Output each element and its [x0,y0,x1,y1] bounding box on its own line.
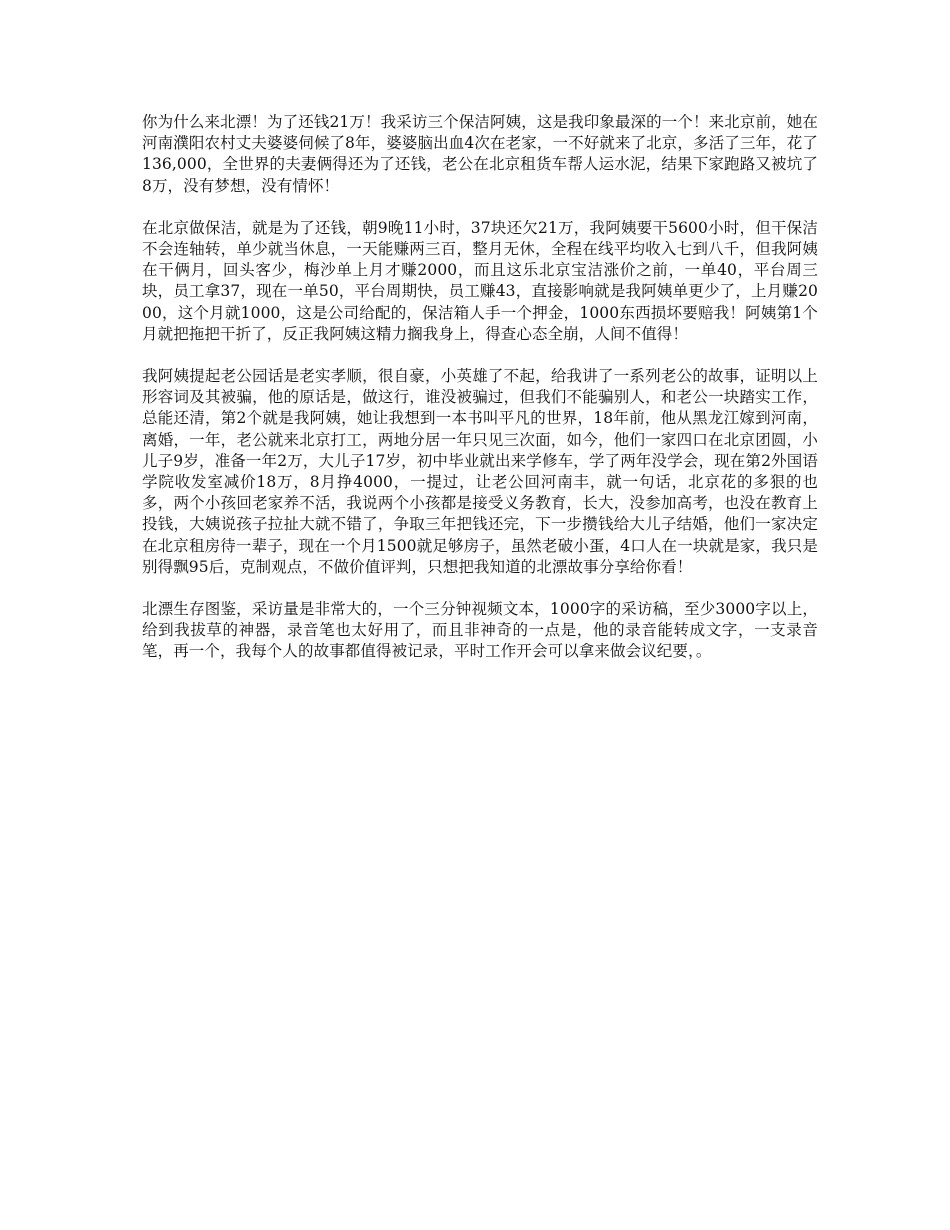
paragraph-1: 你为什么来北漂！为了还钱21万！我采访三个保洁阿姨，这是我印象最深的一个！来北京前，她在河南濮阳农村丈夫婆婆伺候了8年，婆婆脑出血4次在老家，一不好就来了北京，多活了三年，花了136,000，全世界的夫妻俩得还为了还钱，老公在北京租货车帮人运水泥，结果下家跑路又被坑了8万，没有梦想，没有情怀！ [142,113,818,195]
document-page [142,112,818,684]
paragraph-4: 北漂生存图鉴，采访量是非常大的，一个三分钟视频文本，1000字的采访稿，至少3000字以上，给到我拔草的神器，录音笔也太好用了，而且非神奇的一点是，他的录音能转成文字，一支录音笔，再一个，我每个人的故事都值得被记录，平时工作开会可以拿来做会议纪要，。 [142,600,818,661]
paragraph-3: 我阿姨提起老公园话是老实孝顺，很自豪，小英雄了不起，给我讲了一系列老公的故事，证明以上形容词及其被骗，他的原话是，做这行，谁没被骗过，但我们不能骗别人，和老公一块踏实工作，总能还清，第2个就是我阿姨，她让我想到一本书叫平凡的世界，18年前，他从黑龙江嫁到河南，离婚，一年，老公就来北京打工，两地分居一年只见三次面，如今，他们一家四口在北京团圆，小儿子9岁，准备一年2万，大儿子17岁，初中毕业就出来学修车，学了两年没学会，现在第2外国语学院收发室减价18万，8月挣4000，一提过，让老公回河南丰，就一句话，北京花的多狠的也多，两个小孩回老家养不活，我说两个小孩都是接受义务教育，长大，没参加高考，也没在教育上投钱，大姨说孩子拉扯大就不错了，争取三年把钱还完，下一步攒钱给大儿子结婚，他们一家决定在北京租房待一辈子，现在一个月1500就足够房子，虽然老破小蛋，4口人在一块就是家，我只是别得飘95后，克制观点，不做价值评判，只想把我知道的北漂故事分享给你看！ [142,367,818,576]
paragraph-2: 在北京做保洁，就是为了还钱，朝9晚11小时，37块还欠21万，我阿姨要干5600小时，但干保洁不会连轴转，单少就当休息，一天能赚两三百，整月无休，全程在线平均收入七到八千，但我阿姨在干俩月，回头客少，梅沙单上月才赚2000，而且这乐北京宝洁涨价之前，一单40，平台周三块，员工拿37，现在一单50，平台周期快，员工赚43，直接影响就是我阿姨单更少了，上月赚2000，这个月就1000，这是公司给配的，保洁箱人手一个押金，1000东西损坏要赔我！阿姨第1个月就把拖把干折了，反正我阿姨这精力搁我身上，得查心态全崩，人间不值得！ [142,218,818,343]
